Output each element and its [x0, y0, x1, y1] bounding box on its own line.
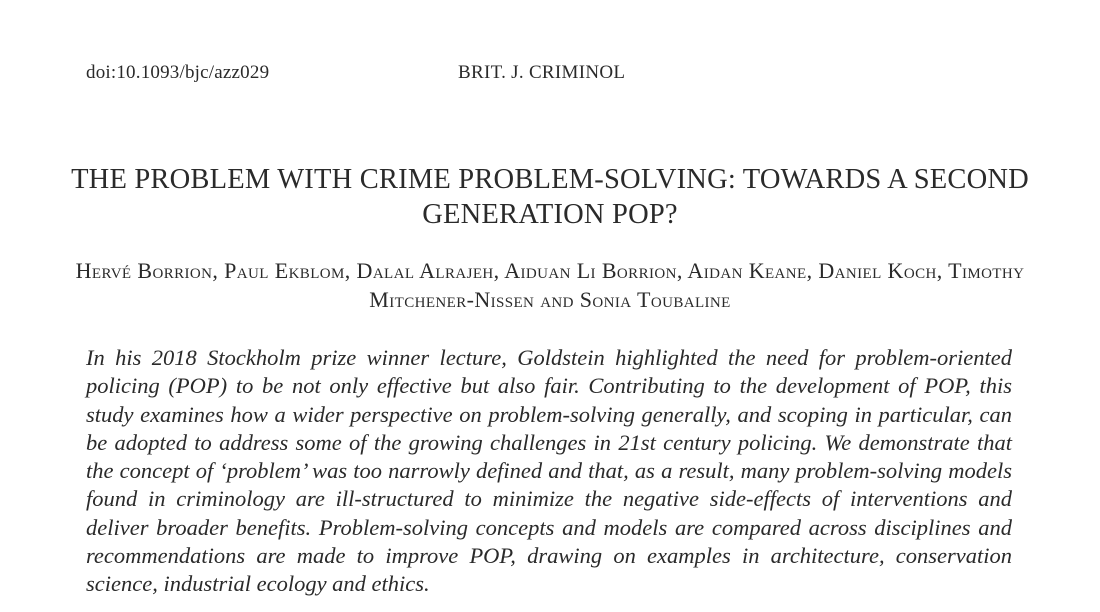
journal-name: BRIT. J. CRIMINOL	[458, 62, 626, 83]
author-list: Hervé Borrion, Paul Ekblom, Dalal Alrajeh, Aiduan Li Borrion, Aidan Keane, Daniel Koch, Timothy Mitchener-Nissen and Sonia Toubaline	[75, 258, 1025, 312]
article-title: THE PROBLEM WITH CRIME PROBLEM-SOLVING: TOWARDS A SECOND GENERATION POP?	[71, 164, 1029, 230]
doi-reference: doi:10.1093/bjc/azz029	[86, 62, 270, 83]
abstract-text: In his 2018 Stockholm prize winner lecture, Goldstein highlighted the need for problem-oriented policing (POP) to be not only effective but also fair. Contributing to the development of POP, this study examines how a wider perspective on problem-solving generally, and scoping in particular, can be adopted to address some of the growing challenges in 21st century policing. We demonstrate that the concept of ‘problem’ was too narrowly defined and that, as a result, many problem-solving models found in criminology are ill-structured to minimize the negative side-effects of interventions and deliver broader benefits. Problem-solving concepts and models are compared across disciplines and recommendations are made to improve POP, drawing on examples in architecture, conservation science, industrial ecology and ethics.	[86, 345, 1012, 597]
